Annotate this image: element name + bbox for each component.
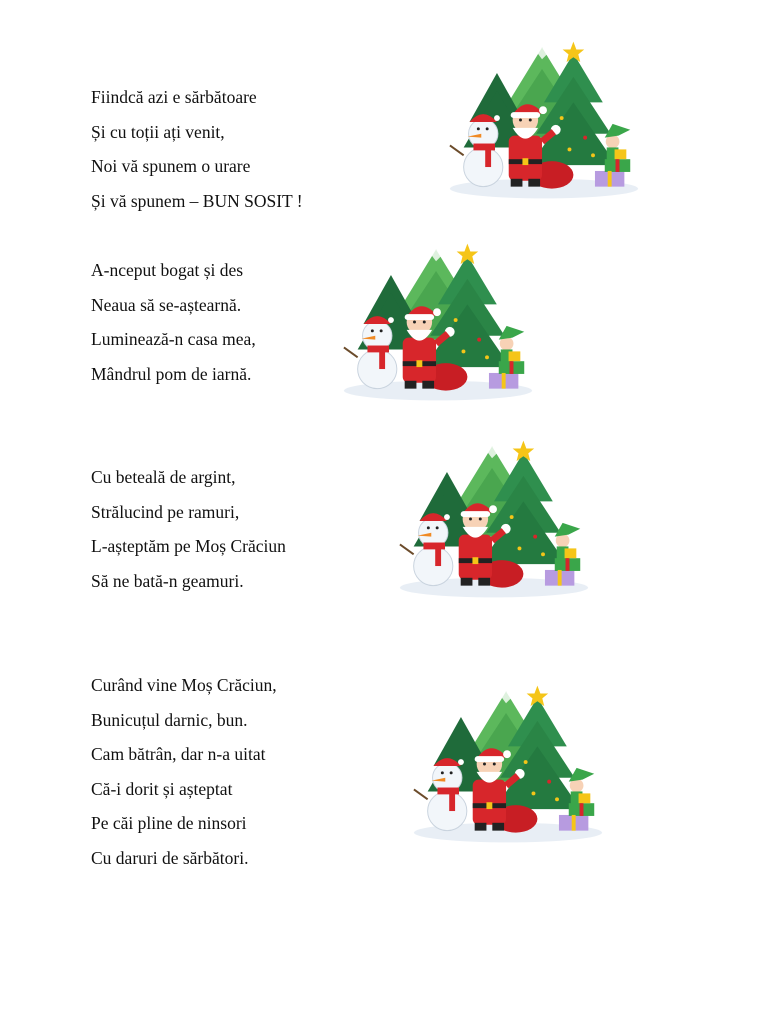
poem-line: Neaua să se-aștearnă. <box>91 294 242 315</box>
poem-line: Noi vă spunem o urare <box>91 156 251 176</box>
christmas-scene-icon <box>446 38 642 202</box>
stanza-2 <box>91 253 256 391</box>
poem-line: Pe căi pline de ninsori <box>91 813 247 833</box>
poem-line: Fiindcă azi e sărbătoare <box>91 87 257 107</box>
poem-line: Mândrul pom de iarnă. <box>91 363 252 384</box>
christmas-scene-icon <box>396 437 592 601</box>
stanza-3 <box>91 460 286 598</box>
poem-line: Strălucind pe ramuri, <box>91 501 240 522</box>
stanza-1 <box>91 80 303 218</box>
poem-line: Să ne bată-n geamuri. <box>91 570 244 591</box>
poem-line: Bunicuțul darnic, bun. <box>91 709 248 730</box>
poem-line: Luminează-n casa mea, <box>91 329 256 349</box>
poem-line: Cu daruri de sărbători. <box>91 847 249 868</box>
poem-line: Cu beteală de argint, <box>91 467 236 487</box>
christmas-scene-icon <box>340 240 536 404</box>
stanza-4 <box>91 668 277 875</box>
poem-line: L-așteptăm pe Moș Crăciun <box>91 536 286 556</box>
christmas-scene-icon <box>410 682 606 846</box>
poem-line: Și vă spunem – BUN SOSIT ! <box>91 190 303 211</box>
poem-line: Cam bătrân, dar n-a uitat <box>91 744 266 764</box>
poem-line: Și cu toții ați venit, <box>91 121 225 142</box>
poem-line: A-nceput bogat și des <box>91 260 244 280</box>
poem-line: Curând vine Moș Crăciun, <box>91 675 277 695</box>
poem-line: Că-i dorit și așteptat <box>91 778 233 799</box>
